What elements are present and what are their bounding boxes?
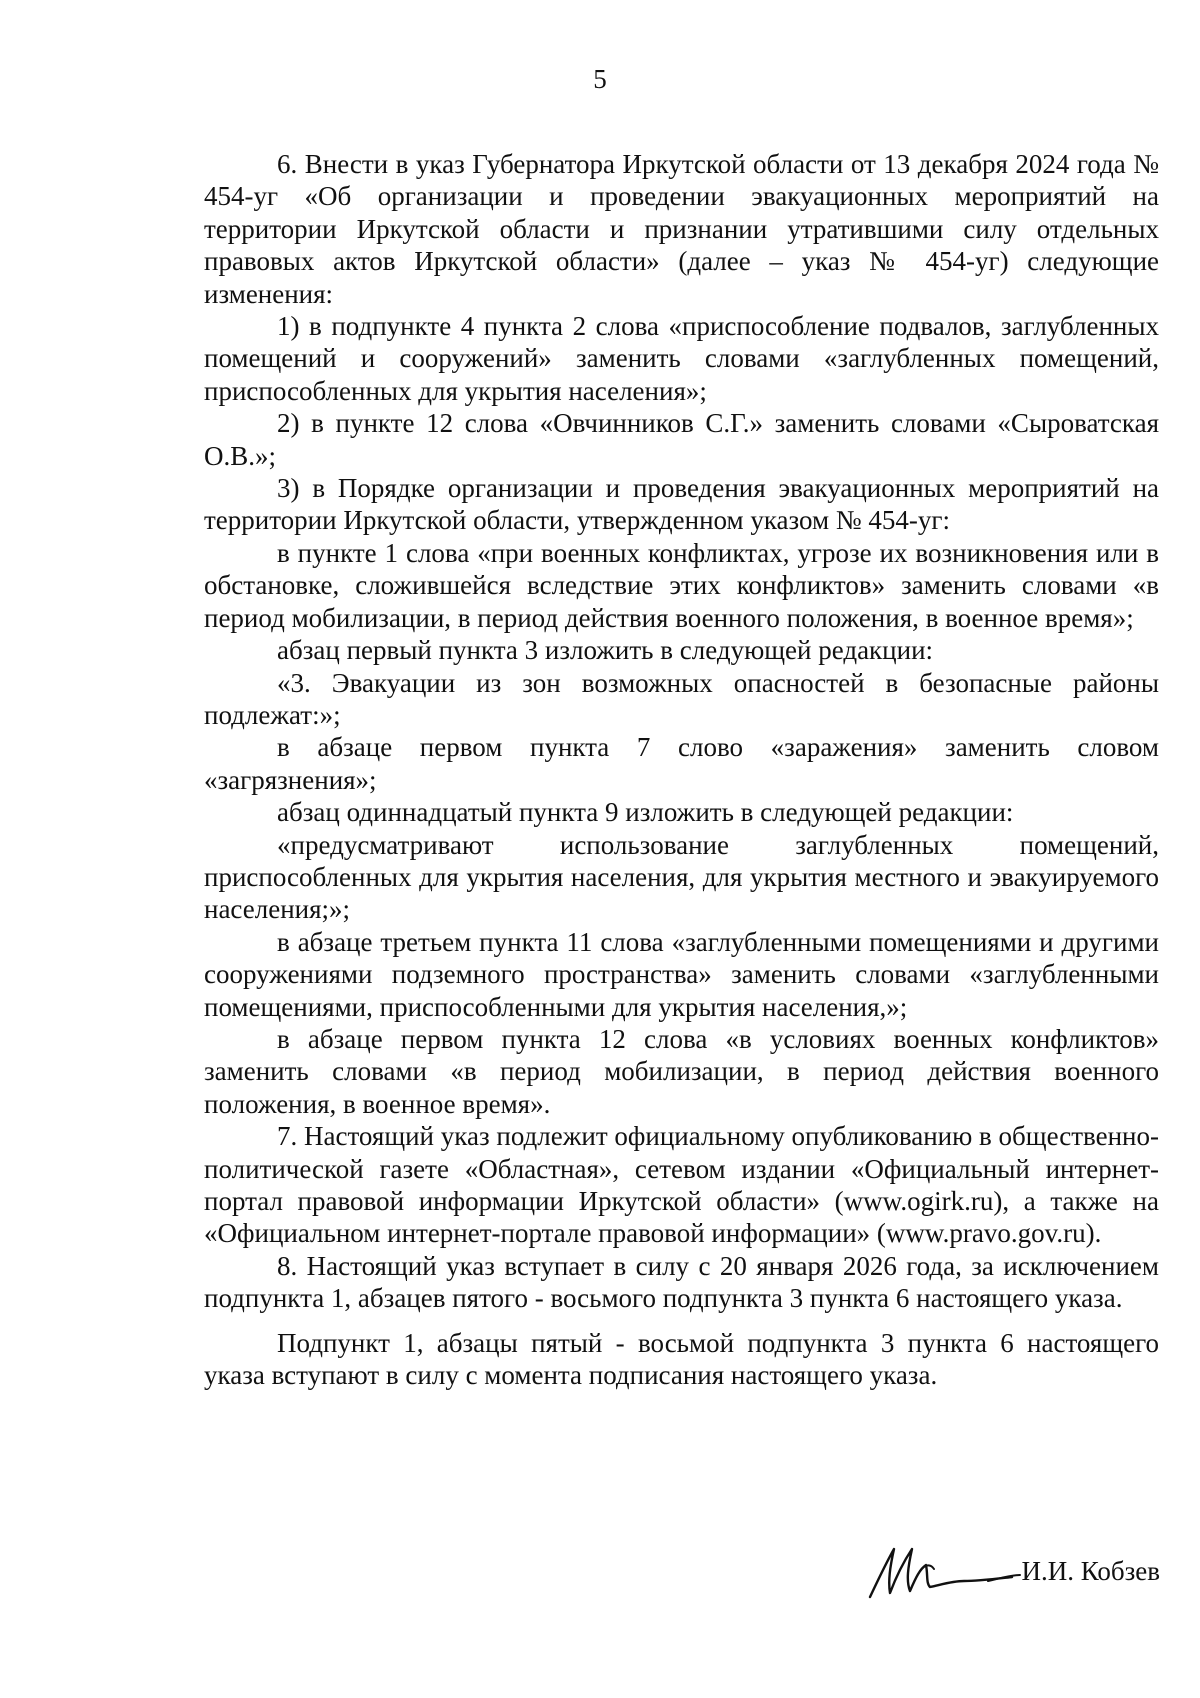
document-body (204, 148, 1159, 1391)
paragraph-new-text-point-3: «3. Эвакуации из зон возможных опасностей в безопасные районы подлежат:»; (204, 667, 1159, 730)
signer-name: И.И. Кобзев (1021, 1556, 1160, 1586)
paragraph-effective-date: Подпункт 1, абзацы пятый - восьмой подпункта 3 пункта 6 настоящего указа вступают в силу с момента подписания настоящего указа. (204, 1327, 1159, 1391)
paragraph-new-text-point-9: «предусматривают использование заглубленных помещений, приспособленных для укрытия населения, для укрытия местного и эвакуируемого населения;»; (204, 829, 1159, 925)
paragraph-item-8: 8. Настоящий указ вступает в силу с 20 января 2026 года, за исключением подпункта 1, абзацев пятого - восьмого подпункта 3 пункта 6 настоящего указа. (204, 1250, 1159, 1314)
paragraph-amendment-point-9: абзац одиннадцатый пункта 9 изложить в следующей редакции: (277, 797, 1014, 828)
handwritten-signature-icon (860, 1535, 1030, 1605)
paragraph-amendment-point-11: в абзаце третьем пункта 11 слова «заглубленными помещениями и другими сооружениями подземного пространства» заменить словами «заглубленными помещениями, приспособленными для укрытия населения,»; (204, 926, 1159, 1022)
paragraph-subitem-3: 3) в Порядке организации и проведения эвакуационных мероприятий на территории Иркутской области, утвержденном указом № 454-уг: (204, 473, 1159, 536)
paragraph-item-7: 7. Настоящий указ подлежит официальному опубликованию в общественно-политической газете «Областная», сетевом издании «Официальный интернет-портал правовой информации Иркутской области» (www.ogirk.ru), а также на «Официальном интернет-портале правовой информации» (www.pravo.gov.ru). (204, 1121, 1159, 1249)
page-number: 5 (593, 64, 607, 94)
paragraph-amendment-point-7: в абзаце первом пункта 7 слово «заражения» заменить словом «загрязнения»; (204, 732, 1159, 795)
paragraph-amendment-point-1: в пункте 1 слова «при военных конфликтах, угрозе их возникновения или в обстановке, сложившейся вследствие этих конфликтов» заменить словами «в период мобилизации, в период действия военного положения, в военное время»; (204, 537, 1159, 633)
paragraph-item-6: 6. Внести в указ Губернатора Иркутской области от 13 декабря 2024 года № 454-уг «Об организации и проведении эвакуационных мероприятий на территории Иркутской области и признании утратившими силу отдельных правовых актов Иркутской области» (далее – указ № 454-уг) следующие изменения: (204, 149, 1159, 309)
paragraph-subitem-1: 1) в подпункте 4 пункта 2 слова «приспособление подвалов, заглубленных помещений и сооружений» заменить словами «заглубленных помещений, приспособленных для укрытия населения»; (204, 311, 1159, 406)
paragraph-amendment-point-12: в абзаце первом пункта 12 слова «в условиях военных конфликтов» заменить словами «в период мобилизации, в период действия военного положения, в военное время». (204, 1023, 1159, 1119)
paragraph-amendment-point-3: абзац первый пункта 3 изложить в следующей редакции: (277, 635, 934, 666)
paragraph-subitem-2: 2) в пункте 12 слова «Овчинников С.Г.» заменить словами «Сыроватская О.В.»; (204, 408, 1159, 471)
signature-block (860, 1535, 1160, 1605)
